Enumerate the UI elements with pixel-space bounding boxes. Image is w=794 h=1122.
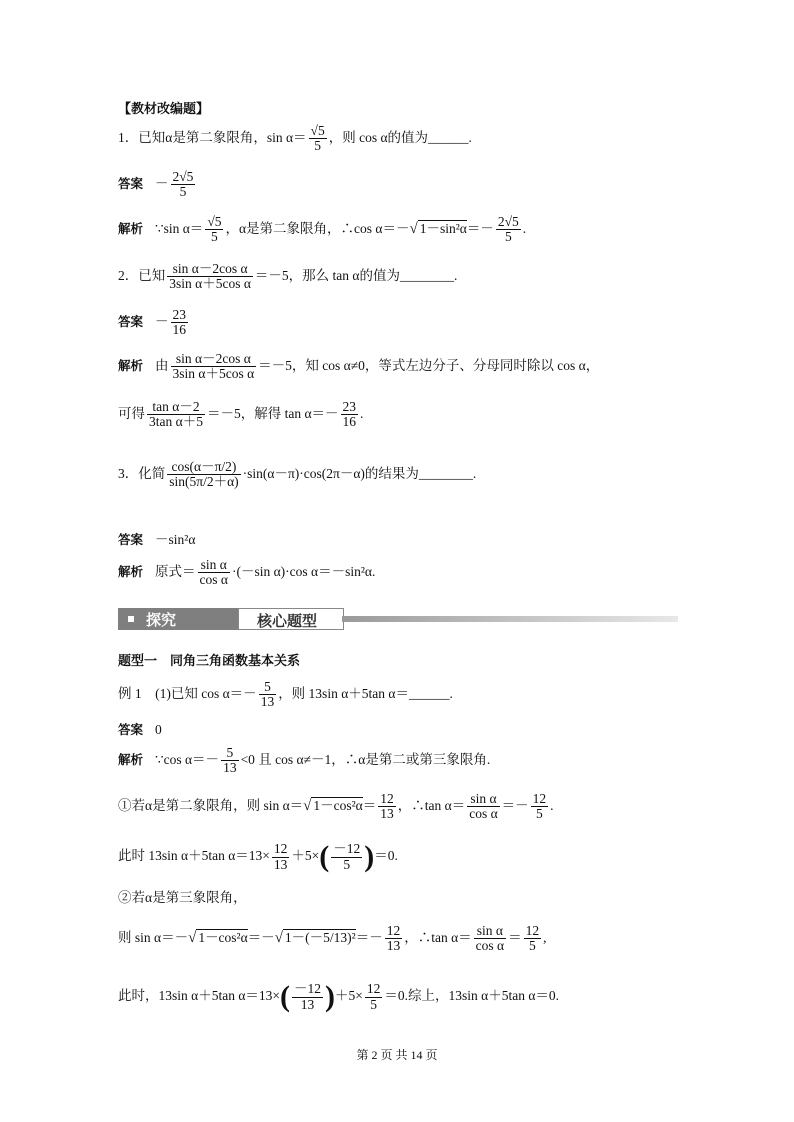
fraction: $\frac{23}{16}$ [342, 399, 357, 430]
example-1: 例 1 (1)已知 cos α＝－ $\frac{5}{13}$ ，则 13sin α＋5tan α＝______. [118, 679, 453, 710]
case-2: ②若α是第三象限角， [118, 890, 247, 905]
question-3: 3．化简 $\frac{\cos(\alpha-\pi/2)}{\sin(5\pi/2+\alpha)}$ ·sin(α－π)·cos(2π－α)的结果为________. [118, 459, 477, 490]
answer-3: 答案 －sin²α [118, 532, 196, 547]
answer-4: 答案 0 [118, 722, 162, 737]
case-2-result: 此时，13sin α＋5tan α＝13×( $\frac{-12}{13}$ )＋5× $\frac{12}{5}$ ＝0.综上，13sin α＋5tan α＝0. [118, 980, 560, 1013]
fraction: $\frac{12}{13}$ [380, 791, 394, 822]
fraction: $\frac{23}{16}$ [172, 307, 187, 338]
fraction: $\frac{\text{sin α}}{\text{cos α}}$ [475, 923, 505, 954]
explanation-3: 解析 原式＝ $\frac{\text{sin α}}{\text{cos α}}$ ·(－sin α)·cos α＝－sin²α. [118, 557, 376, 588]
fraction: $\frac{12}{13}$ [273, 841, 288, 872]
fraction: $\frac{\text{sin α}}{\text{cos α}}$ [469, 791, 498, 822]
topic-heading: 题型一 同角三角函数基本关系 [118, 654, 301, 669]
question-1: 1．已知α是第二象限角，sin α＝ $\frac{√5}{5}$ ，则 cos α的值为______. [118, 123, 472, 154]
fraction: $\frac{√5}{5}$ [310, 123, 325, 154]
case-2-calc: 则 sin α＝－√ 1－cos²α＝－√ 1－(－5/13)²＝－ $\frac{12}{13}$ ，∴tan α＝ $\frac{\text{sin α}}{\text{cos α}}$ ＝ $\frac{12}{5}$ , [118, 923, 547, 954]
fraction: $\frac{12}{5}$ [532, 791, 547, 822]
banner-dark-block [118, 608, 238, 630]
fraction: $\frac{\cos(\alpha-\pi/2)}{\sin(5\pi/2+\alpha)}$ [169, 459, 239, 490]
page-footer: 第 2 页 共 14 页 [356, 1048, 438, 1062]
fraction: $\frac{12}{13}$ [386, 923, 401, 954]
question-2: 2．已知 $\frac{\text{sin α－2cos α}}{\text{3sin α＋5cos α}}$ ＝－5，那么 tan α的值为________. [118, 261, 458, 292]
fraction: $\frac{2√5}{5}$ [172, 169, 194, 200]
fraction: $\frac{\text{sin α－2cos α}}{\text{3sin α＋5cos α}}$ [169, 261, 251, 292]
fraction: $\frac{√5}{5}$ [207, 214, 222, 245]
square-bullet-icon [128, 616, 134, 622]
fraction: $\frac{12}{5}$ [525, 923, 540, 954]
explanation-2-cont: 可得 $\frac{\text{tan α－2}}{\text{3tan α＋5}}$ ＝－5，解得 tan α＝－ $\frac{23}{16}$ . [118, 399, 364, 430]
explanation-4: 解析 ∵cos α＝－ $\frac{5}{13}$ <0 且 cos α≠－1，∴α是第二或第三象限角. [118, 745, 491, 776]
fraction: $\frac{-12}{5}$ [333, 841, 361, 872]
banner-left-label: 探究 [146, 611, 177, 629]
fraction: $\frac{5}{13}$ [223, 745, 237, 776]
case-1-result: 此时 13sin α＋5tan α＝13× $\frac{12}{13}$ ＋5×( $\frac{-12}{5}$ )＝0. [118, 840, 398, 873]
fraction: $\frac{-12}{13}$ [294, 981, 322, 1012]
banner-right-label: 核心题型 [257, 612, 318, 630]
explanation-1: 解析 ∵sin α＝ $\frac{√5}{5}$ ，α是第二象限角，∴cos α＝－√ 1－sin²α＝－ $\frac{2√5}{5}$ . [118, 214, 527, 245]
fraction: $\frac{12}{5}$ [366, 981, 381, 1012]
explanation-2: 解析 由 $\frac{\text{sin α－2cos α}}{\text{3sin α＋5cos α}}$ ＝－5，知 cos α≠0，等式左边分子、分母同时除以 cos α， [118, 351, 600, 382]
case-1: ①若α是第二象限角，则 sin α＝√ 1－cos²α＝ $\frac{12}{13}$ ，∴tan α＝ $\frac{\text{sin α}}{\text{cos α}}$ ＝－ $\frac{12}{5}$ . [118, 791, 554, 822]
answer-1: 答案 － $\frac{2√5}{5}$ [118, 169, 194, 200]
answer-2: 答案 － $\frac{23}{16}$ [118, 307, 187, 338]
fraction: $\frac{\text{sin α－2cos α}}{\text{3sin α＋5cos α}}$ [172, 351, 255, 382]
fraction: $\frac{2√5}{5}$ [497, 214, 519, 245]
fraction: $\frac{\text{tan α－2}}{\text{3tan α＋5}}$ [149, 399, 203, 430]
banner-gradient-rule [342, 616, 678, 622]
fraction: $\frac{\text{sin α}}{\text{cos α}}$ [199, 557, 228, 588]
banner-light-block [238, 608, 344, 630]
section-banner [118, 608, 678, 630]
fraction: $\frac{5}{13}$ [260, 679, 275, 710]
section-heading: 【教材改编题】 [118, 102, 210, 117]
